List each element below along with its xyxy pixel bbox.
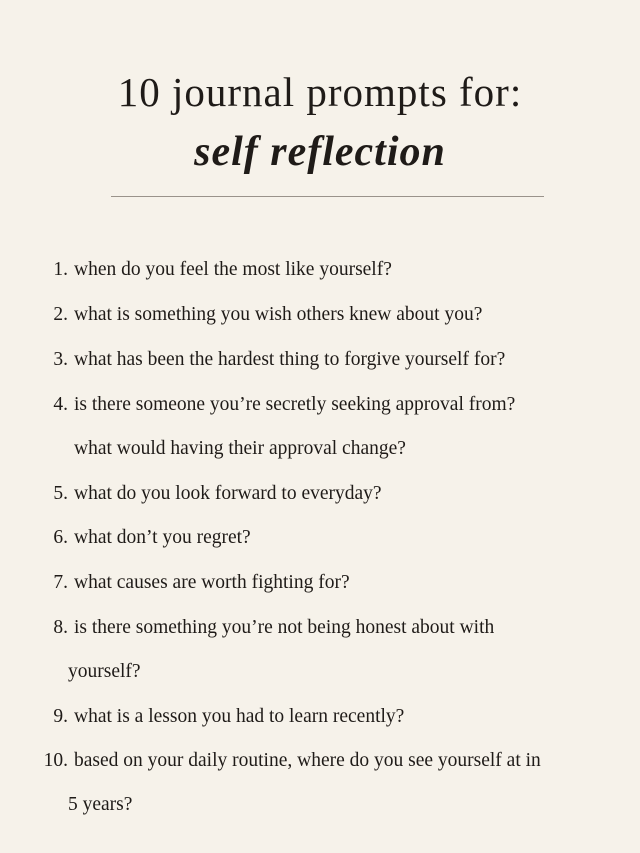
prompt-number: 5. — [53, 483, 68, 504]
prompt-text: what is a lesson you had to learn recently? — [74, 706, 405, 727]
prompt-number: 3. — [53, 349, 68, 370]
prompt-number: 6. — [53, 527, 68, 548]
prompt-text: is there something you’re not being honest about with — [74, 617, 495, 638]
prompt-text: what is something you wish others knew about you? — [74, 304, 483, 325]
prompt-text: when do you feel the most like yourself? — [74, 259, 392, 280]
prompt-4-continuation: what would having their approval change? — [74, 438, 406, 459]
prompt-text: is there someone you’re secretly seeking approval from? — [74, 394, 516, 415]
prompt-8 — [0, 617, 494, 639]
prompt-4 — [0, 394, 515, 416]
prompt-text: what causes are worth fighting for? — [74, 572, 350, 593]
prompt-text: what do you look forward to everyday? — [74, 483, 382, 504]
title-line-2: self reflection — [194, 129, 446, 175]
title-divider — [111, 196, 544, 197]
title-line-1: 10 journal prompts for: — [117, 69, 523, 115]
prompt-number: 9. — [53, 706, 68, 727]
prompt-2 — [0, 304, 482, 326]
prompt-number: 8. — [53, 617, 68, 638]
prompt-number: 2. — [53, 304, 68, 325]
prompt-8-continuation: yourself? — [68, 661, 141, 682]
prompt-7 — [0, 572, 350, 594]
prompt-3 — [0, 349, 505, 371]
prompt-9 — [0, 706, 404, 728]
prompt-1 — [0, 259, 392, 281]
prompt-5 — [0, 483, 382, 505]
prompt-6 — [0, 527, 251, 549]
prompt-text: what don’t you regret? — [74, 527, 251, 548]
prompt-number: 7. — [53, 572, 68, 593]
prompt-number: 4. — [53, 394, 68, 415]
prompt-10-continuation: 5 years? — [68, 794, 133, 815]
prompt-number: 10. — [43, 750, 68, 771]
prompt-text: what has been the hardest thing to forgive yourself for? — [74, 349, 506, 370]
prompt-10 — [0, 750, 541, 772]
prompt-text: based on your daily routine, where do you see yourself at in — [74, 750, 541, 771]
prompt-number: 1. — [53, 259, 68, 280]
